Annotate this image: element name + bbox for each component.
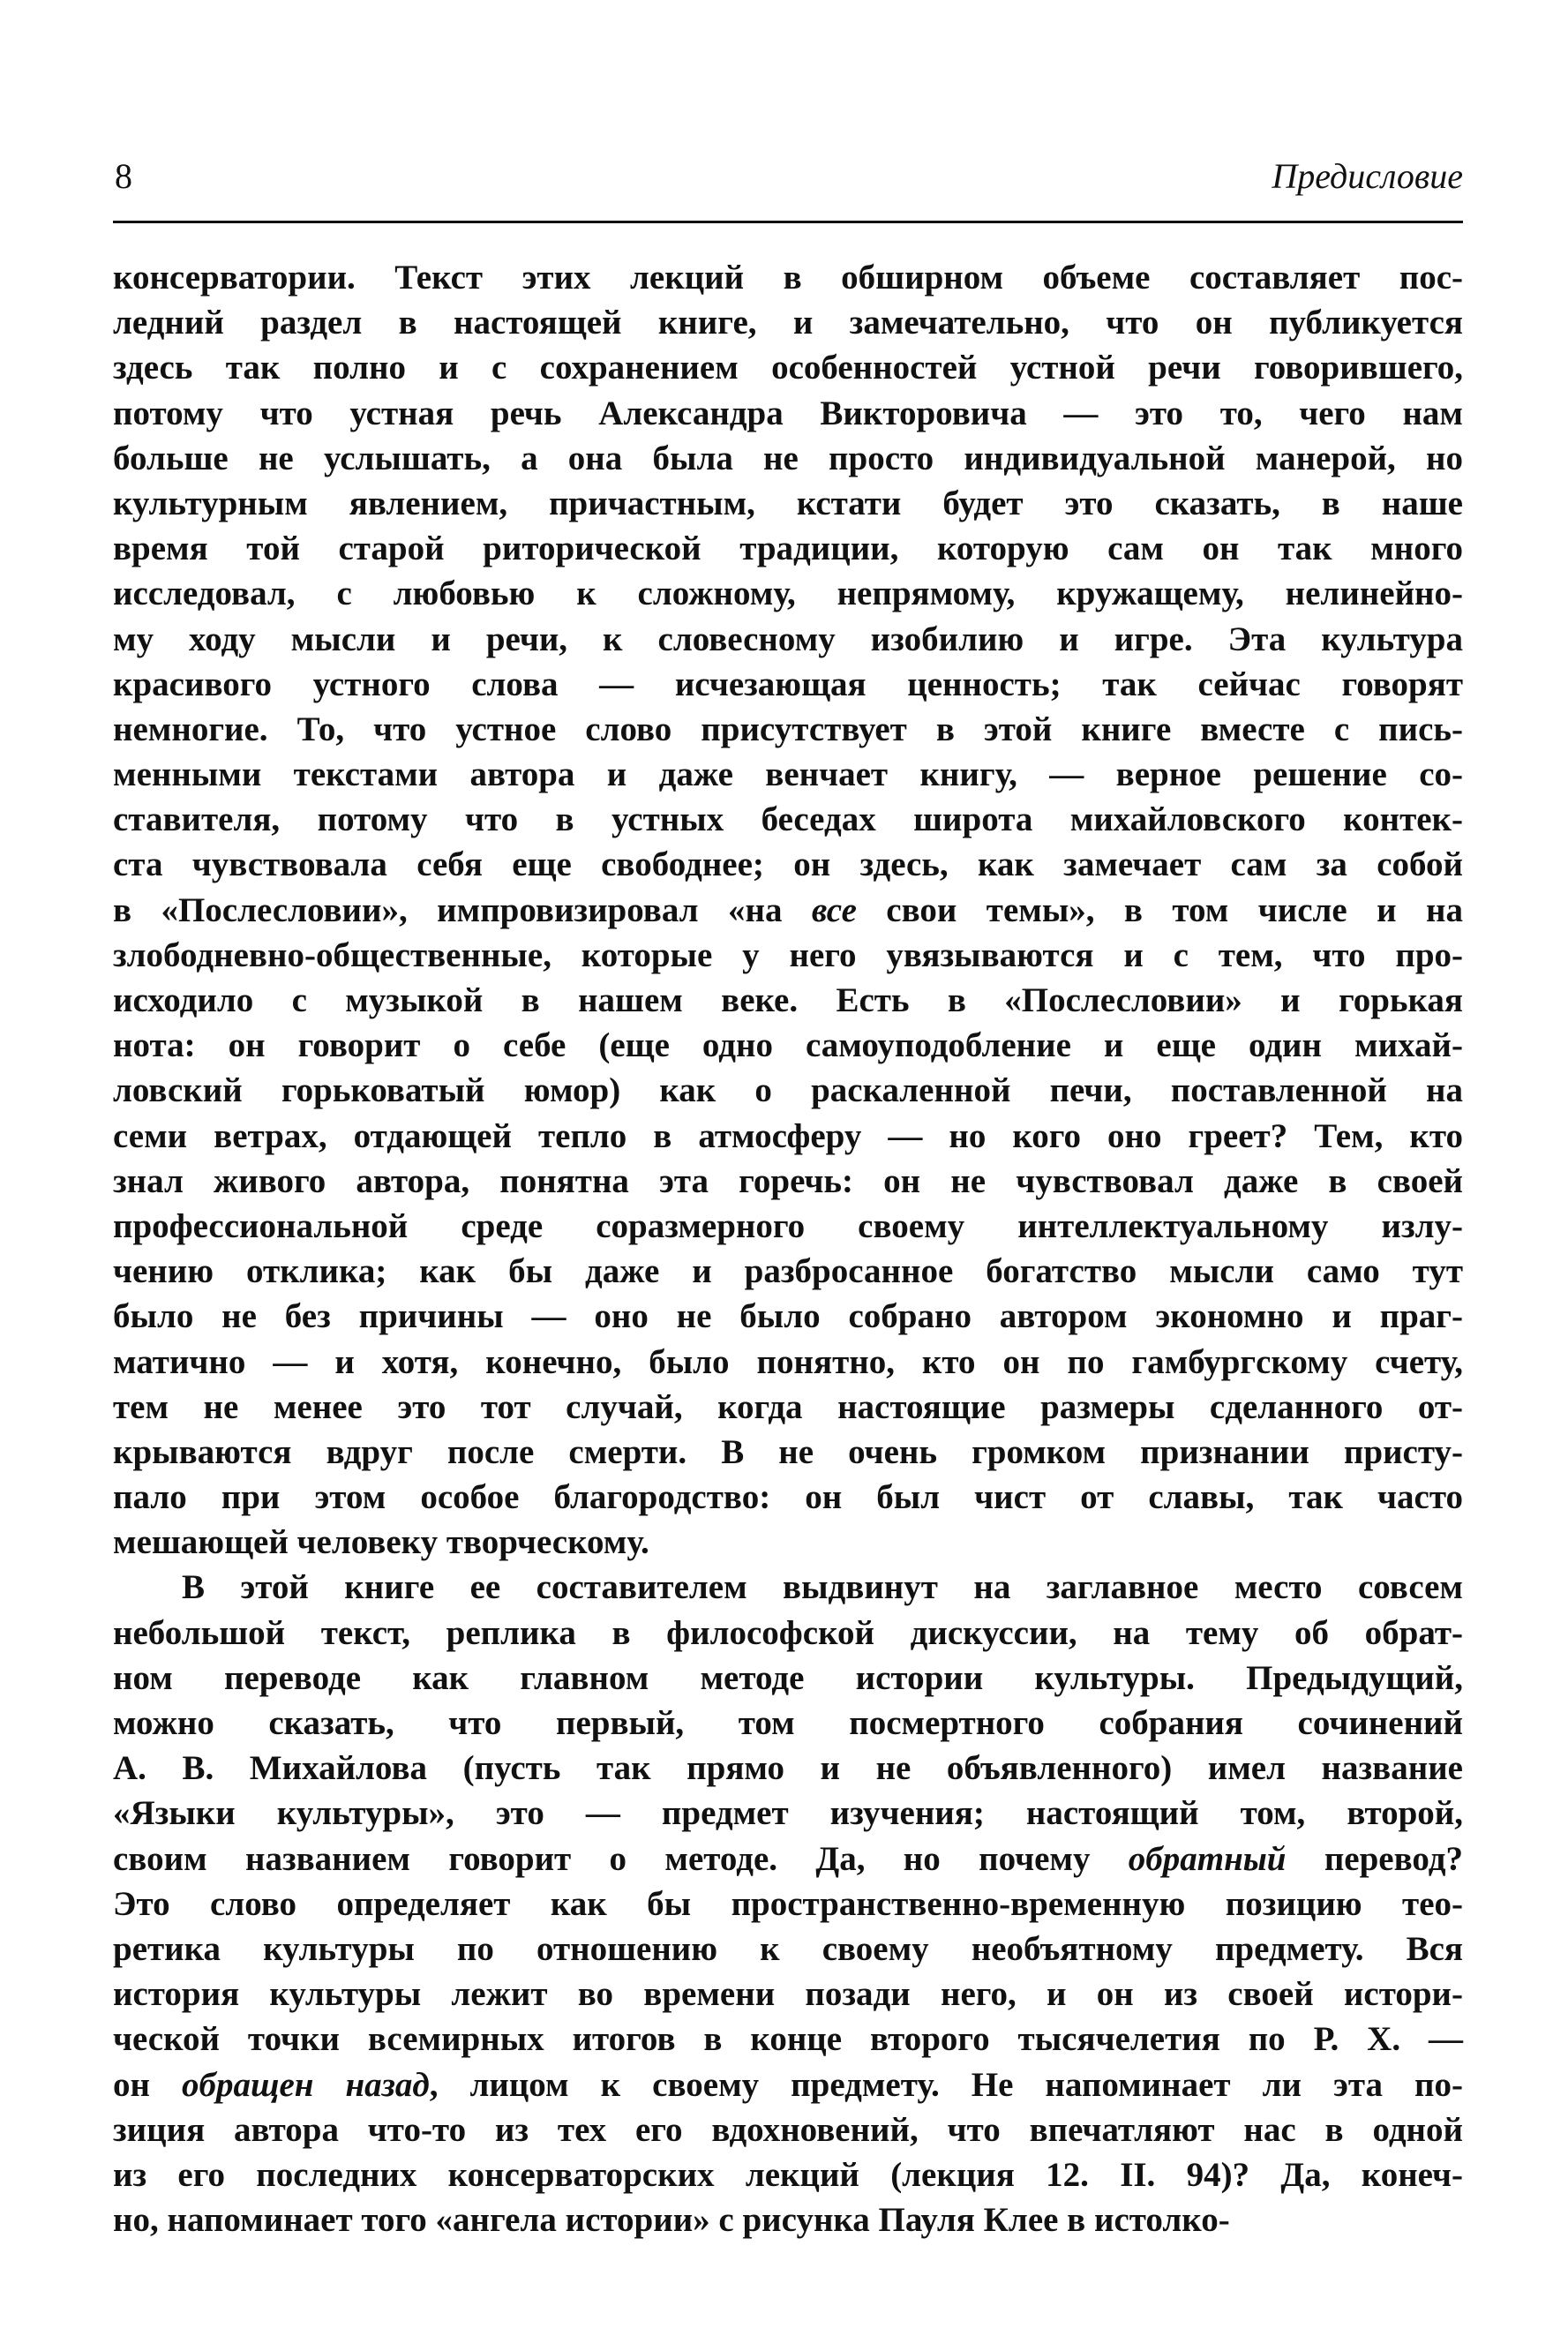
text-line xyxy=(113,1294,1463,1339)
line-text: он xyxy=(113,2065,183,2104)
emphasis-text: обратный xyxy=(1128,1839,1287,1878)
text-line xyxy=(113,1340,1463,1385)
text-line xyxy=(113,1882,1463,1927)
line-text: зиция автора что-то из тех его вдохновений, что впечатляют нас в одной xyxy=(113,2110,1463,2149)
text-line xyxy=(113,1927,1463,1972)
line-text: ледний раздел в настоящей книге, и замечательно, что он публикуется xyxy=(113,304,1463,342)
line-text: было не без причины — оно не было собрано автором экономно и праг- xyxy=(113,1297,1463,1336)
text-line xyxy=(113,1249,1463,1294)
line-text: чению отклика; как бы даже и разбросанное богатство мысли само тут xyxy=(113,1252,1463,1291)
line-text: можно сказать, что первый, том посмертного собрания сочинений xyxy=(113,1704,1463,1742)
text-line xyxy=(113,1656,1463,1701)
line-text: красивого устного слова — исчезающая ценность; так сейчас говорят xyxy=(113,665,1463,703)
text-line xyxy=(113,1430,1463,1475)
line-text: перевод? xyxy=(1286,1839,1463,1878)
line-text: ставителя, потому что в устных беседах широта михайловского контек- xyxy=(113,800,1463,839)
page-number: 8 xyxy=(115,156,132,196)
line-text: история культуры лежит во времени позади него, и он из своей истори- xyxy=(113,1975,1463,2014)
line-text: из его последних консерваторских лекций (лекция 12. II. 94)? Да, конеч- xyxy=(113,2155,1463,2194)
text-line xyxy=(113,933,1463,978)
text-line xyxy=(113,1836,1463,1882)
line-text: крываются вдруг после смерти. В не очень громком признании присту- xyxy=(113,1432,1463,1471)
text-line xyxy=(113,436,1463,481)
line-text: менными текстами автора и даже венчает книгу, — верное решение со- xyxy=(113,755,1463,794)
text-line xyxy=(113,842,1463,887)
text-line xyxy=(113,481,1463,526)
line-text: ловский горьковатый юмор) как о раскаленной печи, поставленной на xyxy=(113,1071,1463,1110)
text-line xyxy=(113,662,1463,707)
emphasis-text: обращен назад xyxy=(182,2065,430,2104)
line-text: мешающей человеку творческому. xyxy=(113,1523,649,1562)
line-text: ном переводе как главном методе истории культуры. Предыдущий, xyxy=(113,1658,1463,1697)
text-line xyxy=(113,1159,1463,1204)
header-rule xyxy=(113,221,1463,223)
line-text: А. В. Михайлова (пусть так прямо и не объявленного) имел название xyxy=(113,1749,1463,1788)
text-line xyxy=(113,571,1463,616)
line-text: му ходу мысли и речи, к словесному изобилию и игре. Эта культура xyxy=(113,620,1463,658)
line-text: свои темы», в том числе и на xyxy=(856,890,1463,929)
page-header xyxy=(113,150,1463,203)
text-line xyxy=(113,1520,1463,1565)
line-text: ста чувствовала себя еще свободнее; он здесь, как замечает сам за собой xyxy=(113,845,1463,884)
paragraph-2 xyxy=(113,1565,1463,2242)
line-text: ческой точки всемирных итогов в конце второго тысячелетия по Р. Х. — xyxy=(113,2020,1463,2059)
text-line xyxy=(113,1746,1463,1791)
line-text: время той старой риторической традиции, которую сам он так много xyxy=(113,530,1463,568)
emphasis-text: все xyxy=(811,890,857,929)
line-text: , лицом к своему предмету. Не напоминает ли эта по- xyxy=(429,2065,1463,2104)
text-line xyxy=(113,707,1463,752)
text-line xyxy=(113,1114,1463,1159)
line-text: консерватории. Текст этих лекций в обширном объеме составляет пос- xyxy=(113,259,1463,297)
text-line xyxy=(113,978,1463,1023)
page-body xyxy=(113,255,1463,2242)
line-text: В этой книге ее составителем выдвинут на заглавное место совсем xyxy=(182,1568,1463,1607)
text-line xyxy=(113,2062,1463,2107)
line-text: тем не менее это тот случай, когда настоящие размеры сделанного от- xyxy=(113,1387,1463,1426)
line-text: но, напоминает того «ангела истории» с рисунка Пауля Клее в истолко- xyxy=(113,2201,1230,2240)
text-line xyxy=(113,797,1463,842)
text-line xyxy=(113,1385,1463,1430)
line-text: здесь так полно и с сохранением особенностей устной речи говорившего, xyxy=(113,349,1463,387)
line-text: злободневно-общественные, которые у него увязываются и с тем, что про- xyxy=(113,935,1463,974)
line-text: ретика культуры по отношению к своему необъятному предмету. Вся xyxy=(113,1929,1463,1968)
text-line xyxy=(113,1204,1463,1249)
paragraph-1 xyxy=(113,255,1463,1565)
text-line xyxy=(113,255,1463,300)
line-text: нота: он говорит о себе (еще одно самоуподобление и еще один михай- xyxy=(113,1026,1463,1065)
line-text: пало при этом особое благородство: он был чист от славы, так часто xyxy=(113,1478,1463,1517)
text-line xyxy=(113,345,1463,390)
text-line xyxy=(113,888,1463,933)
running-title: Предисловие xyxy=(1272,156,1463,196)
line-text: потому что устная речь Александра Викторовича — это то, чего нам xyxy=(113,394,1463,432)
line-text: культурным явлением, причастным, кстати будет это сказать, в наше xyxy=(113,484,1463,522)
text-line xyxy=(113,1611,1463,1656)
text-line xyxy=(113,300,1463,345)
line-text: семи ветрах, отдающей тепло в атмосферу — но кого оно греет? Тем, кто xyxy=(113,1116,1463,1155)
text-line xyxy=(113,526,1463,571)
line-text: знал живого автора, понятна эта горечь: он не чувствовал даже в своей xyxy=(113,1161,1463,1200)
text-line xyxy=(113,1023,1463,1068)
text-line xyxy=(113,2197,1463,2242)
text-line xyxy=(113,1565,1463,1610)
line-text: «Языки культуры», это — предмет изучения; настоящий том, второй, xyxy=(113,1794,1463,1833)
line-text: профессиональной среде соразмерного своему интеллектуальному излу- xyxy=(113,1206,1463,1245)
text-line xyxy=(113,1791,1463,1836)
line-text: в «Послесловии», импровизировал «на xyxy=(113,890,812,929)
text-line xyxy=(113,2107,1463,2152)
text-line xyxy=(113,1475,1463,1520)
text-line xyxy=(113,617,1463,662)
text-line xyxy=(113,1972,1463,2017)
line-text: своим названием говорит о методе. Да, но почему xyxy=(113,1839,1129,1878)
text-line xyxy=(113,1068,1463,1113)
text-line xyxy=(113,2017,1463,2062)
text-line xyxy=(113,391,1463,436)
line-text: больше не услышать, а она была не просто индивидуальной манерой, но xyxy=(113,439,1463,477)
line-text: исходило с музыкой в нашем веке. Есть в «Послесловии» и горькая xyxy=(113,981,1463,1019)
line-text: Это слово определяет как бы пространственно-временную позицию тео- xyxy=(113,1884,1463,1923)
line-text: немногие. То, что устное слово присутствует в этой книге вместе с пись- xyxy=(113,710,1463,748)
line-text: матично — и хотя, конечно, было понятно, кто он по гамбургскому счету, xyxy=(113,1342,1463,1381)
text-line xyxy=(113,752,1463,797)
line-text: небольшой текст, реплика в философской дискуссии, на тему об обрат- xyxy=(113,1613,1463,1652)
line-text: исследовал, с любовью к сложному, непрямому, кружащему, нелинейно- xyxy=(113,575,1463,613)
text-line xyxy=(113,1701,1463,1746)
text-line xyxy=(113,2152,1463,2197)
